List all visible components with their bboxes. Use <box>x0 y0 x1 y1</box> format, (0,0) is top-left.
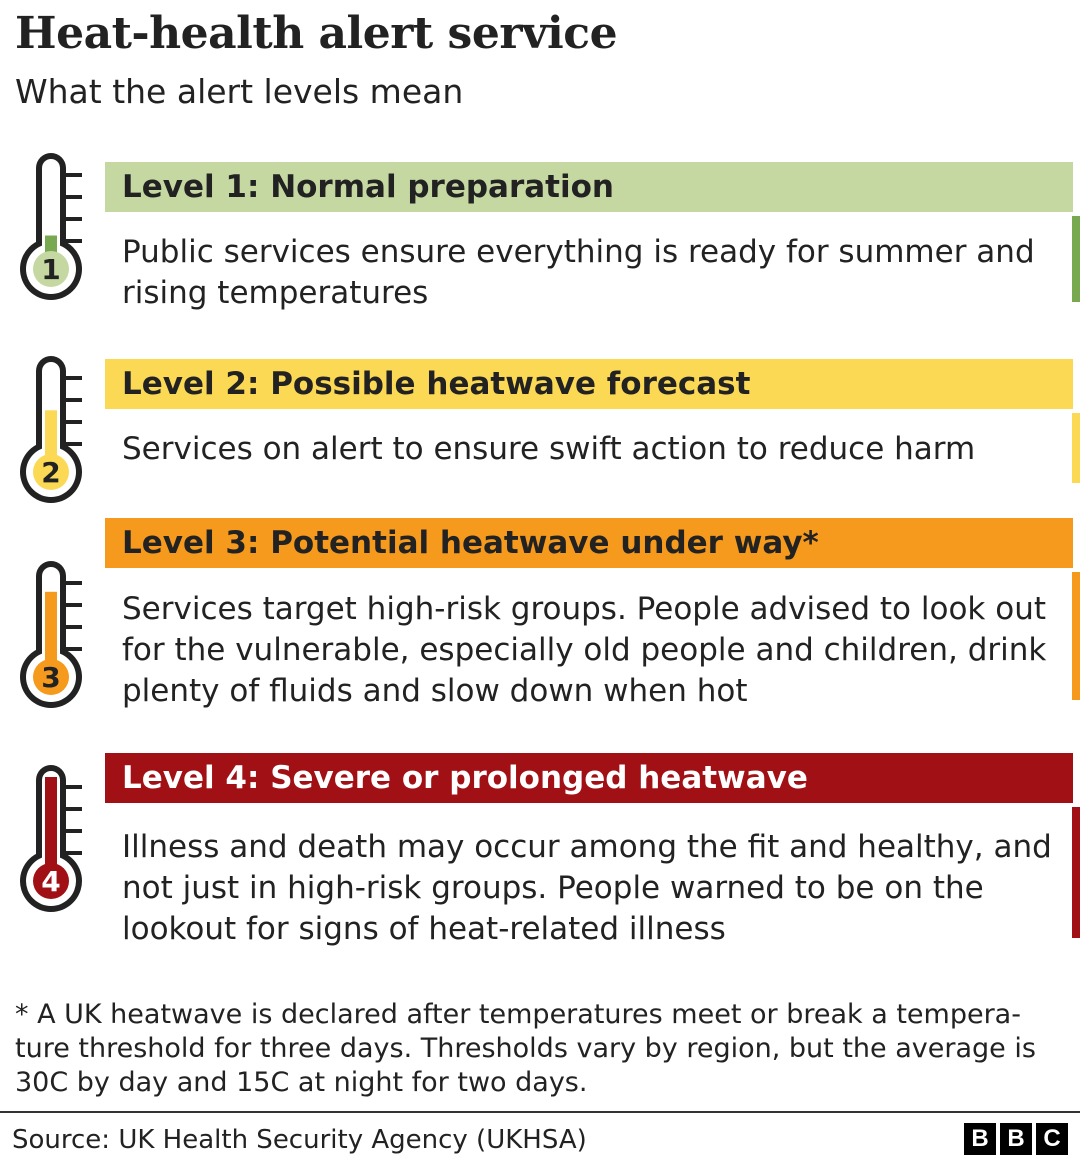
level-description: Public services ensure everything is ready for summer and rising temperatures <box>122 234 1035 311</box>
level-number: 1 <box>41 253 61 286</box>
divider <box>0 1111 1080 1113</box>
level-number: 4 <box>41 865 61 898</box>
bbc-logo-letter: B <box>1000 1123 1032 1155</box>
level-side-bar <box>1072 216 1080 302</box>
bbc-logo-letter: C <box>1036 1123 1068 1155</box>
footnote: * A UK heatwave is declared after temperatures meet or break a tempera-ture threshold for three days. Thresholds vary by region, but the average is 30C by day and 15C at night for two days. <box>15 999 1036 1098</box>
level-side-bar <box>1072 572 1080 700</box>
alert-level-2 <box>0 359 1080 509</box>
level-number: 3 <box>41 661 61 694</box>
bbc-logo-letter: B <box>964 1123 996 1155</box>
level-number: 2 <box>41 456 61 489</box>
level-header: Level 4: Severe or prolonged heatwave <box>105 753 1073 803</box>
level-header: Level 3: Potential heatwave under way* <box>105 518 1073 568</box>
level-side-bar <box>1072 413 1080 483</box>
thermometer-icon <box>16 553 86 715</box>
level-description: Illness and death may occur among the fit and healthy, and not just in high-risk groups. People warned to be on the lookout for signs of heat-related illness <box>122 829 1052 947</box>
alert-level-4 <box>0 753 1080 953</box>
level-header: Level 1: Normal preparation <box>105 162 1073 212</box>
alert-level-3 <box>0 518 1080 718</box>
level-description: Services on alert to ensure swift action to reduce harm <box>122 431 976 467</box>
page-subtitle: What the alert levels mean <box>15 72 464 111</box>
thermometer-icon <box>16 348 86 510</box>
thermometer-icon <box>16 145 86 307</box>
page-title: Heat-health alert service <box>15 8 618 59</box>
level-header: Level 2: Possible heatwave forecast <box>105 359 1073 409</box>
alert-level-1 <box>0 162 1080 322</box>
bbc-logo <box>964 1123 1068 1155</box>
thermometer-icon <box>16 757 86 919</box>
level-side-bar <box>1072 807 1080 938</box>
level-description: Services target high-risk groups. People advised to look out for the vulnerable, especially old people and children, drink plenty of fluids and slow down when hot <box>122 591 1047 709</box>
source-credit: Source: UK Health Security Agency (UKHSA) <box>12 1125 587 1155</box>
